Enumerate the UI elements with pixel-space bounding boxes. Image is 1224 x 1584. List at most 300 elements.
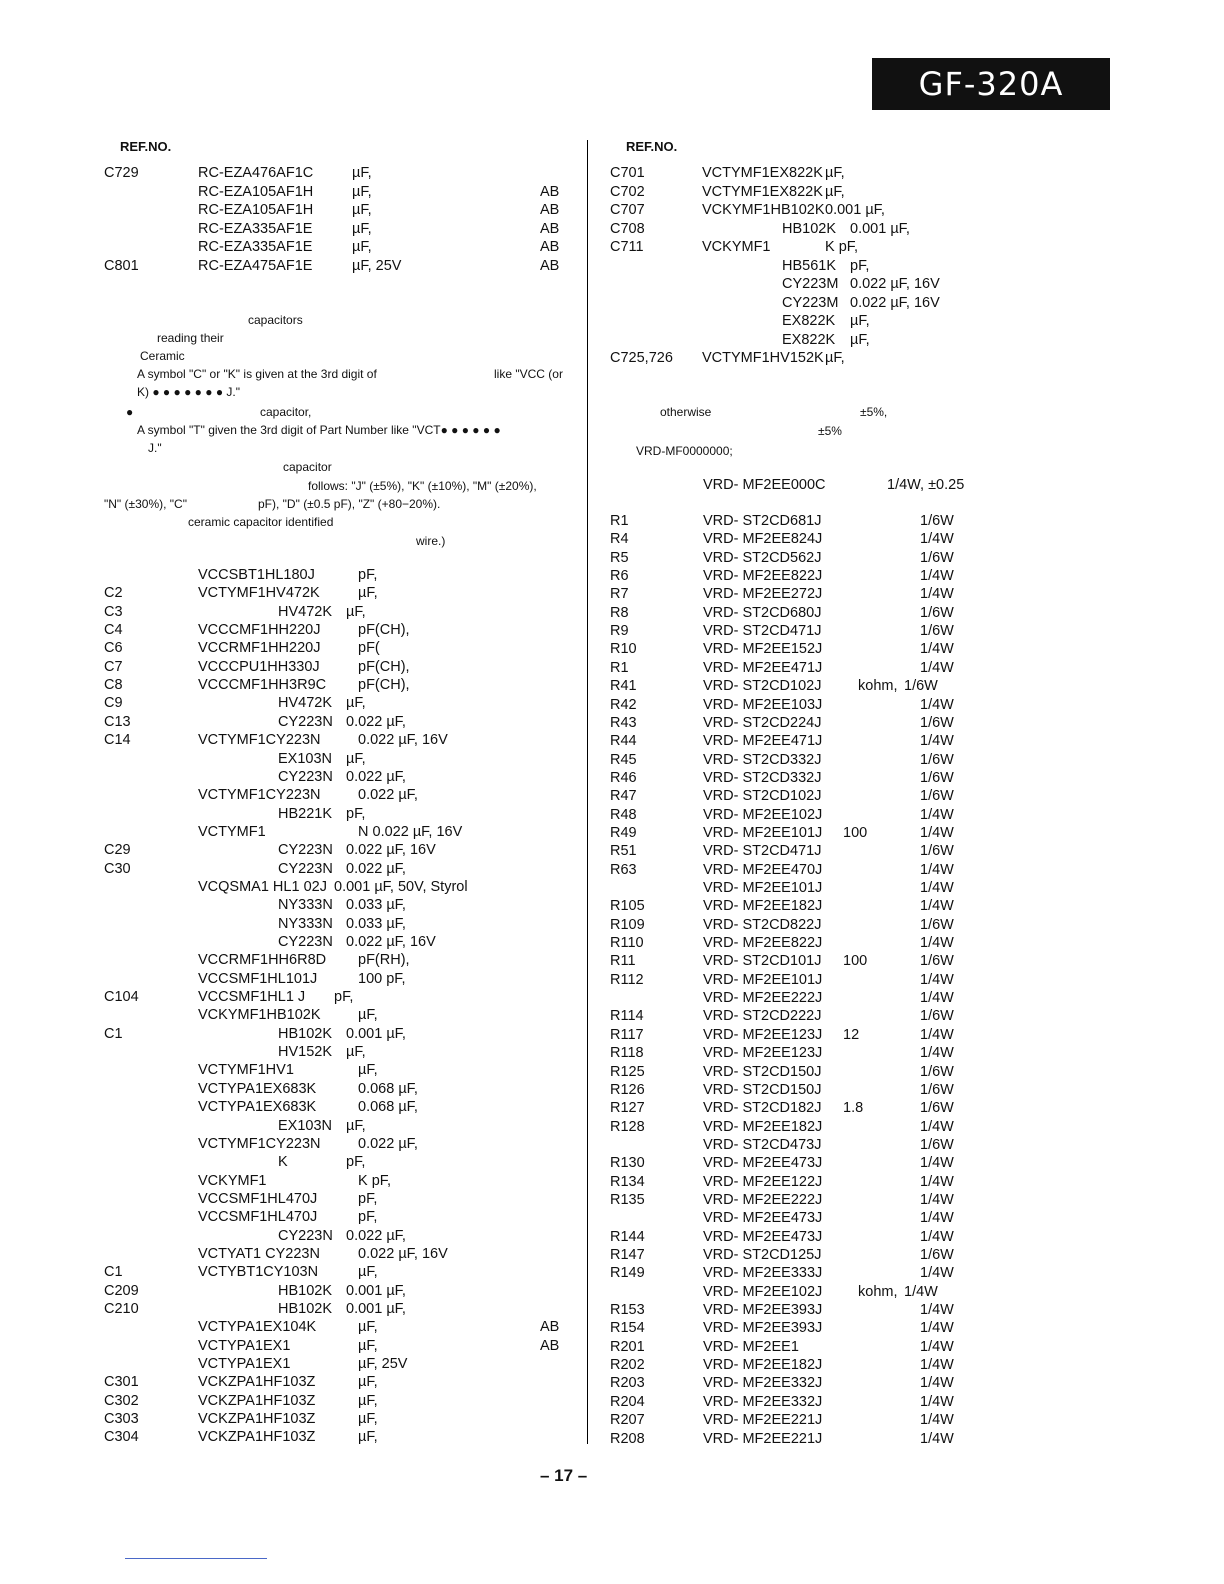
note-line: pF), "D" (±0.5 pF), "Z" (+80−20%). [258, 497, 441, 511]
value-cell: µF, [850, 313, 870, 329]
value-cell: 0.068 µF, [358, 1080, 418, 1097]
ref-cell: C701 [610, 165, 645, 181]
part-number: CY223N [278, 1227, 333, 1244]
ref-cell: R48 [610, 806, 637, 823]
ref-cell: C9 [104, 695, 123, 712]
part-number: VCCSMF1HL470J [198, 1209, 318, 1226]
part-number: VCTYPA1EX683K [198, 1080, 317, 1097]
ref-cell: R110 [610, 935, 644, 952]
wattage-cell: 1/4W [920, 806, 954, 823]
part-number: VRD- ST2CD102J [703, 678, 822, 695]
part-number: VCCSBT1HL180J [198, 567, 315, 583]
value-cell: µF, [358, 585, 378, 602]
ref-cell: C708 [610, 220, 645, 237]
part-number: VCKYMF1HB102K [198, 1007, 321, 1024]
value-cell: µF, [346, 1117, 366, 1134]
part-number: VCCCMF1HH3R9C [198, 677, 327, 694]
footer-rule [125, 1558, 267, 1559]
part-number: VCTYPA1EX683K [198, 1099, 317, 1116]
wattage-cell: 1/4W [920, 898, 954, 915]
part-number: CY223N [278, 713, 333, 730]
ref-cell: R4 [610, 531, 629, 548]
wattage-cell: 1/4W [920, 659, 954, 676]
part-number: VCTYMF1HV1 [198, 1062, 294, 1079]
wattage-cell: 1/4W [920, 1320, 954, 1337]
ref-cell: R130 [610, 1155, 645, 1172]
part-number: VRD- ST2CD101J [703, 953, 822, 970]
part-number: VCTYMF1EX822K [702, 183, 823, 200]
value-cell: 0.022 µF, 16V [850, 276, 940, 292]
part-number: VCTYPA1EX104K [198, 1319, 317, 1336]
part-number: VRD- MF2EE393J [703, 1320, 823, 1337]
note-line: like "VCC (or [494, 367, 563, 381]
ref-cell: R204 [610, 1393, 645, 1410]
right-ref-header: REF.NO. [626, 139, 678, 154]
value-cell: pF, [358, 567, 378, 583]
value-cell: µF, [358, 1337, 378, 1354]
value-cell: 0.022 µF, 16V [346, 934, 436, 950]
wattage-cell: 1/4W [920, 935, 954, 952]
wattage-cell: 1/6W [920, 623, 954, 640]
bullet: ● [126, 405, 134, 419]
ab-code: AB [540, 1337, 560, 1354]
value-cell: 0.022 µF, [346, 713, 406, 730]
wattage-cell: 1/4W [920, 1191, 954, 1208]
part-number: VCTYMF1 [198, 823, 266, 840]
wattage-cell: 1/6W [920, 953, 954, 970]
ref-cell: R109 [610, 916, 645, 933]
value-cell: 100 [843, 824, 868, 841]
value-cell: µF, [358, 1411, 378, 1428]
part-number: RC-EZA335AF1E [198, 220, 313, 237]
ref-cell: R1 [610, 513, 629, 529]
value-cell: 100 [843, 953, 868, 970]
value-cell: 0.001 µF, [346, 1282, 406, 1299]
value-cell: µF, [825, 165, 845, 181]
ref-cell: C1 [104, 1264, 123, 1281]
value-cell: µF, [358, 1007, 378, 1024]
ref-cell: R118 [610, 1045, 644, 1062]
ab-code: AB [540, 202, 560, 218]
part-number: VRD- MF2EE102J [703, 1283, 823, 1300]
wattage-cell: 1/6W [920, 1100, 954, 1117]
wattage-cell: 1/4W [920, 1045, 954, 1062]
note-line: K) ● ● ● ● ● ● ● J." [137, 385, 241, 399]
ref-cell: C702 [610, 183, 645, 200]
part-number: VRD- MF2EE471J [703, 659, 823, 676]
part-number: VRD- MF2EE332J [703, 1375, 823, 1392]
part-number: VCKZPA1HF103Z [198, 1411, 316, 1428]
part-number: VRD- MF2EE123J [703, 1026, 823, 1043]
part-number: VCKYMF1 [702, 239, 771, 255]
wattage-cell: 1/4W [920, 733, 954, 750]
value-cell: µF, 25V [358, 1356, 408, 1373]
wattage-cell: 1/4W [920, 1210, 954, 1227]
part-number: VCQSMA1 HL1 02J [198, 878, 327, 895]
value-cell: pF, [358, 1209, 378, 1226]
wattage-cell: 1/4W [920, 586, 954, 603]
wattage-cell: 1/6W [920, 604, 954, 621]
ab-code: AB [540, 220, 560, 237]
ref-cell: R153 [610, 1302, 645, 1319]
ref-cell: C209 [104, 1282, 139, 1299]
wattage-cell: 1/6W [920, 1008, 954, 1025]
value-cell: kohm, [858, 1283, 898, 1300]
ref-cell: R41 [610, 678, 637, 695]
ref-cell: R202 [610, 1357, 645, 1374]
part-number: VCTYBT1CY103N [198, 1264, 319, 1281]
value-cell: 0.022 µF, 16V [358, 732, 448, 749]
part-number: VRD- MF2EE221J [703, 1430, 823, 1447]
part-number: VCCRMF1HH220J [198, 640, 321, 657]
wattage-cell: 1/4W [920, 1357, 954, 1374]
ref-cell: C729 [104, 165, 139, 181]
part-number: VRD- ST2CD680J [703, 604, 822, 621]
ref-cell: R117 [610, 1026, 644, 1043]
wattage-cell: 1/4W [920, 824, 954, 841]
wattage-cell: 1/4W [920, 1375, 954, 1392]
part-number: VRD- ST2CD222J [703, 1008, 822, 1025]
part-number: VRD- MF2EE103J [703, 696, 823, 713]
ref-cell: R10 [610, 641, 637, 658]
ref-cell: R9 [610, 623, 629, 640]
note-line: "N" (±30%), "C" [104, 497, 187, 511]
part-number: NY333N [278, 915, 333, 932]
value-cell: pF(RH), [358, 952, 410, 969]
ref-cell: R46 [610, 769, 637, 786]
part-number: VCTYPA1EX1 [198, 1337, 291, 1354]
ref-cell: R203 [610, 1375, 645, 1392]
ref-cell: R135 [610, 1191, 645, 1208]
value-cell: 0.001 µF, [346, 1025, 406, 1042]
part-number: VRD- MF2EE222J [703, 990, 823, 1007]
part-number: CY223N [278, 768, 333, 785]
note-line: VRD-MF0000000; [636, 444, 733, 458]
ref-cell: C801 [104, 257, 139, 274]
value-cell: µF, [358, 1062, 378, 1079]
wattage-cell: 1/4W [920, 1228, 954, 1245]
ref-cell: C1 [104, 1025, 123, 1042]
left-ref-header: REF.NO. [120, 139, 172, 154]
ref-cell: C6 [104, 640, 123, 657]
ref-cell: C7 [104, 658, 123, 675]
part-number: CY223M [782, 294, 839, 311]
ref-cell: R201 [610, 1338, 645, 1355]
wattage-cell: 1/6W [920, 714, 954, 731]
note-line: wire.) [416, 534, 446, 548]
part-number: CY223N [278, 860, 333, 877]
note-line: A symbol "C" or "K" is given at the 3rd digit of [137, 367, 377, 381]
part-number: VRD- MF2EE473J [703, 1210, 823, 1227]
part-number: VRD- ST2CD822J [703, 916, 822, 933]
part-number: VRD- MF2EE470J [703, 861, 823, 878]
value-cell: 0.033 µF, [346, 897, 406, 914]
wattage-cell: 1/6W [904, 678, 938, 695]
ref-cell: R63 [610, 861, 637, 878]
part-number: VRD- MF2EE471J [703, 733, 823, 750]
wattage-cell: 1/4W [920, 1026, 954, 1043]
ref-cell: R5 [610, 549, 629, 566]
value-cell: 12 [843, 1026, 860, 1043]
wattage-cell: 1/6W [920, 1247, 954, 1263]
part-number: HB221K [278, 805, 333, 822]
wattage-cell: 1/4W [920, 971, 954, 988]
part-number: HB102K [278, 1301, 333, 1317]
ref-cell: C303 [104, 1411, 139, 1428]
wattage-cell: 1/4W [920, 1118, 954, 1135]
ref-cell: R154 [610, 1320, 645, 1337]
part-number: VCTYMF1EX822K [702, 165, 823, 181]
note-line: capacitor, [260, 405, 312, 419]
part-number: VRD- MF2EE101J [703, 971, 823, 988]
ref-cell: R207 [610, 1412, 645, 1429]
ref-cell: R44 [610, 733, 637, 750]
part-number: VRD- MF2EE102J [703, 806, 823, 823]
ref-cell: R208 [610, 1430, 645, 1447]
value-cell: µF, [825, 350, 845, 366]
part-number: VRD- MF2EE222J [703, 1191, 823, 1208]
wattage-cell: 1/4W [920, 1338, 954, 1355]
ref-cell: R49 [610, 824, 637, 841]
ab-code: AB [540, 1319, 560, 1336]
part-number: VCCSMF1HL101J [198, 970, 318, 987]
part-number: VRD- ST2CD332J [703, 751, 822, 768]
ref-cell: C8 [104, 677, 123, 694]
part-number: RC-EZA476AF1C [198, 165, 314, 181]
value-cell: µF, [352, 239, 372, 255]
ab-code: AB [540, 183, 560, 200]
value-cell: µF, [346, 695, 366, 712]
model-badge: GF-320A [872, 58, 1110, 110]
value-cell: 0.022 µF, [346, 860, 406, 877]
value-cell: pF, [346, 1154, 366, 1171]
part-number: RC-EZA335AF1E [198, 239, 313, 255]
part-number: NY333N [278, 897, 333, 914]
value-cell: µF, [850, 331, 870, 348]
wattage-cell: 1/4W [920, 641, 954, 658]
note-line: ceramic capacitor identified [188, 515, 334, 529]
value-cell: µF, [346, 603, 366, 620]
value-cell: µF, [352, 183, 372, 200]
ref-cell: R47 [610, 788, 637, 805]
wattage-cell: 1/4W [920, 880, 954, 896]
note-line: capacitors [248, 313, 303, 327]
value-cell: kohm, [858, 678, 898, 695]
part-number: VCKZPA1HF103Z [198, 1429, 316, 1446]
part-number: HV472K [278, 695, 333, 712]
part-number: VCCCPU1HH330J [198, 658, 320, 675]
wattage-cell: 1/4W [920, 1173, 954, 1190]
ref-cell: R147 [610, 1247, 645, 1263]
note-line: ±5% [818, 424, 842, 438]
ref-cell: C13 [104, 713, 131, 730]
value-cell: 0.022 µF, [358, 787, 418, 804]
part-number: VRD- MF2EE822J [703, 568, 823, 585]
value-cell: pF, [334, 989, 354, 1006]
ref-cell: C304 [104, 1429, 139, 1446]
value-cell: µF, 25V [352, 257, 402, 274]
wattage-cell: 1/4W [920, 1155, 954, 1172]
ref-cell: R51 [610, 843, 637, 860]
part-number: VRD- MF2EE473J [703, 1228, 823, 1245]
value-cell: K pF, [358, 1172, 392, 1189]
value-cell: 0.022 µF, 16V [346, 842, 436, 859]
wattage-cell: 1/6W [920, 788, 954, 805]
note-line: follows: "J" (±5%), "K" (±10%), "M" (±20%), [308, 479, 537, 493]
value-cell: pF, [850, 257, 870, 274]
ref-cell: R128 [610, 1118, 645, 1135]
part-number: CY223M [782, 276, 839, 292]
part-number: VRD- MF2EE101J [703, 824, 823, 841]
value-cell: µF, [358, 1392, 378, 1409]
part-number: HB561K [782, 257, 837, 274]
value-cell: µF, [358, 1374, 378, 1391]
note-line: J." [148, 441, 162, 455]
value-cell: K pF, [825, 239, 859, 255]
ref-cell: R43 [610, 714, 637, 731]
value-cell: N 0.022 µF, 16V [358, 823, 463, 840]
ref-cell: R45 [610, 751, 637, 768]
part-number: VCTYMF1HV152K [702, 350, 824, 366]
part-number: VCKZPA1HF103Z [198, 1374, 316, 1391]
value-cell: µF, [358, 1429, 378, 1446]
ref-cell: C29 [104, 842, 131, 859]
value-cell: µF, [352, 202, 372, 218]
wattage-cell: 1/4W [920, 1412, 954, 1429]
value-cell: 0.001 µF, [850, 220, 910, 237]
note-line: capacitor [283, 460, 332, 474]
wattage-cell: 1/4W [904, 1283, 938, 1300]
part-number: VRD- ST2CD681J [703, 513, 822, 529]
value-cell: 0.001 µF, [825, 202, 885, 218]
part-number: VRD- MF2EE221J [703, 1412, 823, 1429]
part-number: VRD- ST2CD332J [703, 769, 822, 786]
value-cell: 0.022 µF, [346, 768, 406, 785]
part-number: EX822K [782, 331, 836, 348]
value-cell: pF(CH), [358, 622, 410, 639]
part-number: VRD- MF2EE333J [703, 1265, 823, 1282]
part-number: HB102K [278, 1282, 333, 1299]
ref-cell: C302 [104, 1392, 139, 1409]
part-number: VCCSMF1HL1 J [198, 989, 306, 1006]
part-number: VRD- ST2CD473J [703, 1136, 822, 1153]
part-number: VCTYMF1CY223N [198, 732, 321, 749]
ref-cell: R1 [610, 659, 629, 676]
ref-cell: R114 [610, 1008, 644, 1025]
ref-cell: R125 [610, 1063, 645, 1080]
ref-cell: C301 [104, 1374, 139, 1391]
part-number: VRD- MF2EE182J [703, 1357, 823, 1374]
part-number: VCTYPA1EX1 [198, 1356, 291, 1373]
part-number: VCTYMF1CY223N [198, 787, 321, 804]
wattage-cell: 1/6W [920, 769, 954, 786]
part-number: HB102K [782, 220, 837, 237]
page-number: – 17 – [540, 1466, 588, 1485]
part-number: VRD- MF2EE1 [703, 1338, 799, 1355]
value-cell: pF, [358, 1190, 378, 1207]
part-number: VCCRMF1HH6R8D [198, 952, 327, 969]
part-number: VRD- ST2CD125J [703, 1247, 822, 1263]
part-number: VRD- ST2CD182J [703, 1100, 822, 1117]
part-number: VRD- MF2EE824J [703, 531, 823, 548]
wattage-cell: 1/4W [920, 1393, 954, 1410]
ref-cell: R105 [610, 898, 645, 915]
note-line: Ceramic [140, 349, 185, 363]
wattage-cell: 1/4W [920, 531, 954, 548]
value-cell: 0.022 µF, [358, 1135, 418, 1152]
part-number: VRD- MF2EE122J [703, 1173, 823, 1190]
ref-cell: C210 [104, 1301, 139, 1317]
jumper-part: VRD- MF2EE000C [703, 477, 826, 493]
part-number: CY223N [278, 934, 333, 950]
value-cell: 0.033 µF, [346, 915, 406, 932]
note-line: A symbol "T" given the 3rd digit of Part Number like "VCT● ● ● ● ● ● [137, 423, 501, 437]
wattage-cell: 1/6W [920, 1063, 954, 1080]
part-number: VRD- MF2EE272J [703, 586, 823, 603]
wattage-cell: 1/4W [920, 1430, 954, 1447]
ref-cell: R11 [610, 953, 636, 970]
ref-cell: C4 [104, 622, 123, 639]
ab-code: AB [540, 257, 560, 274]
value-cell: 0.022 µF, 16V [358, 1245, 448, 1262]
ref-cell: C3 [104, 603, 123, 620]
ref-cell: C707 [610, 202, 645, 218]
ref-cell: R42 [610, 696, 637, 713]
part-number: EX103N [278, 750, 333, 767]
value-cell: 100 pF, [358, 970, 406, 987]
part-number: VRD- ST2CD224J [703, 714, 822, 731]
wattage-cell: 1/4W [920, 696, 954, 713]
part-number: VCTYAT1 CY223N [198, 1245, 320, 1262]
ref-cell: R126 [610, 1081, 645, 1098]
part-number: VRD- ST2CD562J [703, 549, 822, 566]
part-number: VRD- ST2CD150J [703, 1081, 822, 1098]
value-cell: pF( [358, 640, 380, 657]
value-cell: µF, [358, 1319, 378, 1336]
part-number: VRD- MF2EE182J [703, 1118, 823, 1135]
ref-cell: R149 [610, 1265, 645, 1282]
ref-cell: C2 [104, 585, 123, 602]
value-cell: pF(CH), [358, 677, 410, 694]
part-number: EX822K [782, 313, 836, 329]
value-cell: 0.022 µF, 16V [850, 294, 940, 311]
ref-cell: C104 [104, 989, 139, 1006]
part-number: RC-EZA475AF1E [198, 257, 313, 274]
column-divider [587, 140, 588, 1444]
ref-cell: C14 [104, 732, 131, 749]
part-number: VRD- MF2EE101J [703, 880, 823, 896]
value-cell: 1.8 [843, 1100, 864, 1117]
part-number: VCTYMF1HV472K [198, 585, 320, 602]
part-number: K [278, 1154, 288, 1171]
ref-cell: C711 [610, 239, 644, 255]
part-number: VRD- ST2CD150J [703, 1063, 822, 1080]
ref-cell: R112 [610, 971, 644, 988]
part-number: VRD- MF2EE473J [703, 1155, 823, 1172]
value-cell: 0.022 µF, [346, 1227, 406, 1244]
wattage-cell: 1/4W [920, 990, 954, 1007]
part-number: VRD- MF2EE393J [703, 1302, 823, 1319]
part-number: HB102K [278, 1025, 333, 1042]
part-number: VRD- ST2CD471J [703, 843, 822, 860]
note-line: ±5%, [860, 405, 888, 419]
part-number: VCCSMF1HL470J [198, 1190, 318, 1207]
value-cell: 0.001 µF, [346, 1301, 406, 1317]
part-number: HV472K [278, 603, 333, 620]
ref-cell: R6 [610, 568, 629, 585]
value-cell: 0.001 µF, 50V, Styrol [334, 878, 468, 895]
part-number: VRD- ST2CD102J [703, 788, 822, 805]
